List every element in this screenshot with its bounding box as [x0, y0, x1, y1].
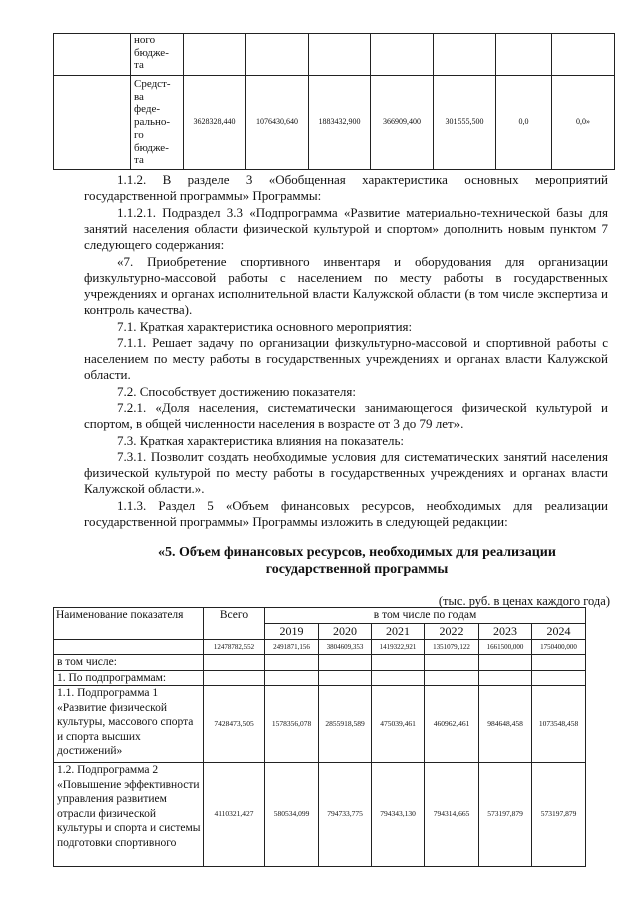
units-note: (тыс. руб. в ценах каждого года)	[438, 594, 610, 608]
table-row	[54, 763, 586, 867]
table-cell: 2491871,156	[265, 639, 319, 655]
table-cell: 0,0	[496, 76, 552, 170]
paragraph: 1.1.2.1. Подраздел 3.3 «Подпрограмма «Развитие материально-технической базы для занятий населения области физической культурой и спортом» дополнить новым пунктом 7 следующего содержания:	[84, 205, 608, 252]
section-heading: «5. Объем финансовых ресурсов, необходимых для реализации государственной программы	[158, 545, 556, 577]
row-label: 1.2. Подпрограмма 2 «Повышение эффективности управления развитием отрасли физической культуры и спорта и системы подготовки спортивного	[54, 763, 204, 867]
paragraph: «7. Приобретение спортивного инвентаря и оборудования для организации физкультурно-массовой работы с населением по месту работы в государственных учреждениях и органах исполнительной власти Калужской области (в том числе экспертиза и контроль качества).	[84, 254, 608, 317]
table-cell: 1883432,900	[309, 76, 371, 170]
table-cell: 1419322,921	[372, 639, 425, 655]
paragraph: 7.1. Краткая характеристика основного мероприятия:	[117, 319, 413, 334]
paragraph: 7.2.1. «Доля населения, систематически занимающегося физической культурой и спортом, в общей численности населения в возрасте от 3 до 79 лет».	[84, 400, 608, 431]
header-year: 2019	[265, 623, 319, 639]
table-cell: 475039,461	[372, 686, 425, 763]
table-cell: 3804609,353	[319, 639, 372, 655]
row-label: 1.1. Подпрограмма 1 «Развитие физической культуры, массового спорта и спорта высших достижений»	[54, 686, 204, 763]
table-cell: 1750400,000	[532, 639, 586, 655]
table-row	[54, 686, 586, 763]
table-cell: 984648,458	[479, 686, 532, 763]
table-cell: 580534,099	[265, 763, 319, 867]
table-cell: 460962,461	[425, 686, 479, 763]
header-year: 2022	[425, 623, 479, 639]
table-cell: 12478782,552	[204, 639, 265, 655]
table-cell: 794733,775	[319, 763, 372, 867]
header-by-years: в том числе по годам	[265, 608, 586, 624]
financing-table	[53, 607, 586, 867]
source-label-regional: ного бюдже- та	[131, 34, 184, 76]
header-year: 2024	[532, 623, 586, 639]
table-cell: 301555,500	[434, 76, 496, 170]
header-indicator: Наименование показателя	[54, 608, 204, 640]
table-cell: 1073548,458	[532, 686, 586, 763]
paragraph: 7.1.1. Решает задачу по организации физкультурно-массовой и спортивной работы с населением по месту работы в государственных учреждениях и органах власти Калужской области.	[84, 335, 608, 382]
table-cell: 1661500,000	[479, 639, 532, 655]
table-row	[54, 34, 615, 76]
row-label: в том числе:	[54, 655, 204, 671]
table-cell: 1076430,640	[246, 76, 309, 170]
header-total: Всего	[204, 608, 265, 640]
paragraph: 7.2. Способствует достижению показателя:	[117, 384, 357, 399]
funding-table-continuation	[53, 33, 615, 170]
paragraph: 7.3. Краткая характеристика влияния на показатель:	[117, 433, 405, 448]
table-cell: 573197,879	[532, 763, 586, 867]
table-cell: 573197,879	[479, 763, 532, 867]
table-row	[54, 670, 586, 686]
table-cell: 794314,665	[425, 763, 479, 867]
table-cell: 1351079,122	[425, 639, 479, 655]
header-year: 2020	[319, 623, 372, 639]
table-cell: 7428473,505	[204, 686, 265, 763]
paragraph: 1.1.2. В разделе 3 «Обобщенная характеристика основных мероприятий государственной программы» Программы:	[84, 172, 608, 203]
table-cell: 4110321,427	[204, 763, 265, 867]
table-cell: 366909,400	[371, 76, 434, 170]
header-year: 2023	[479, 623, 532, 639]
table-header-row	[54, 608, 586, 624]
table-cell: 3628328,440	[184, 76, 246, 170]
table-cell: 2855918,589	[319, 686, 372, 763]
table-row-total	[54, 639, 586, 655]
header-year: 2021	[372, 623, 425, 639]
table-cell: 1578356,078	[265, 686, 319, 763]
table-row	[54, 76, 615, 170]
table-cell: 794343,130	[372, 763, 425, 867]
source-label-federal: Средст- ва феде- рально- го бюдже- та	[131, 76, 184, 170]
table-cell: 0,0»	[552, 76, 615, 170]
row-label: 1. По подпрограммам:	[54, 670, 204, 686]
paragraph: 1.1.3. Раздел 5 «Объем финансовых ресурсов, необходимых для реализации государственной программы» Программы изложить в следующей редакции:	[84, 498, 608, 529]
paragraph: 7.3.1. Позволит создать необходимые условия для систематических занятий населения физической культурой по месту работы в государственных учреждениях и органах власти Калужской области.».	[84, 449, 608, 496]
table-row	[54, 655, 586, 671]
